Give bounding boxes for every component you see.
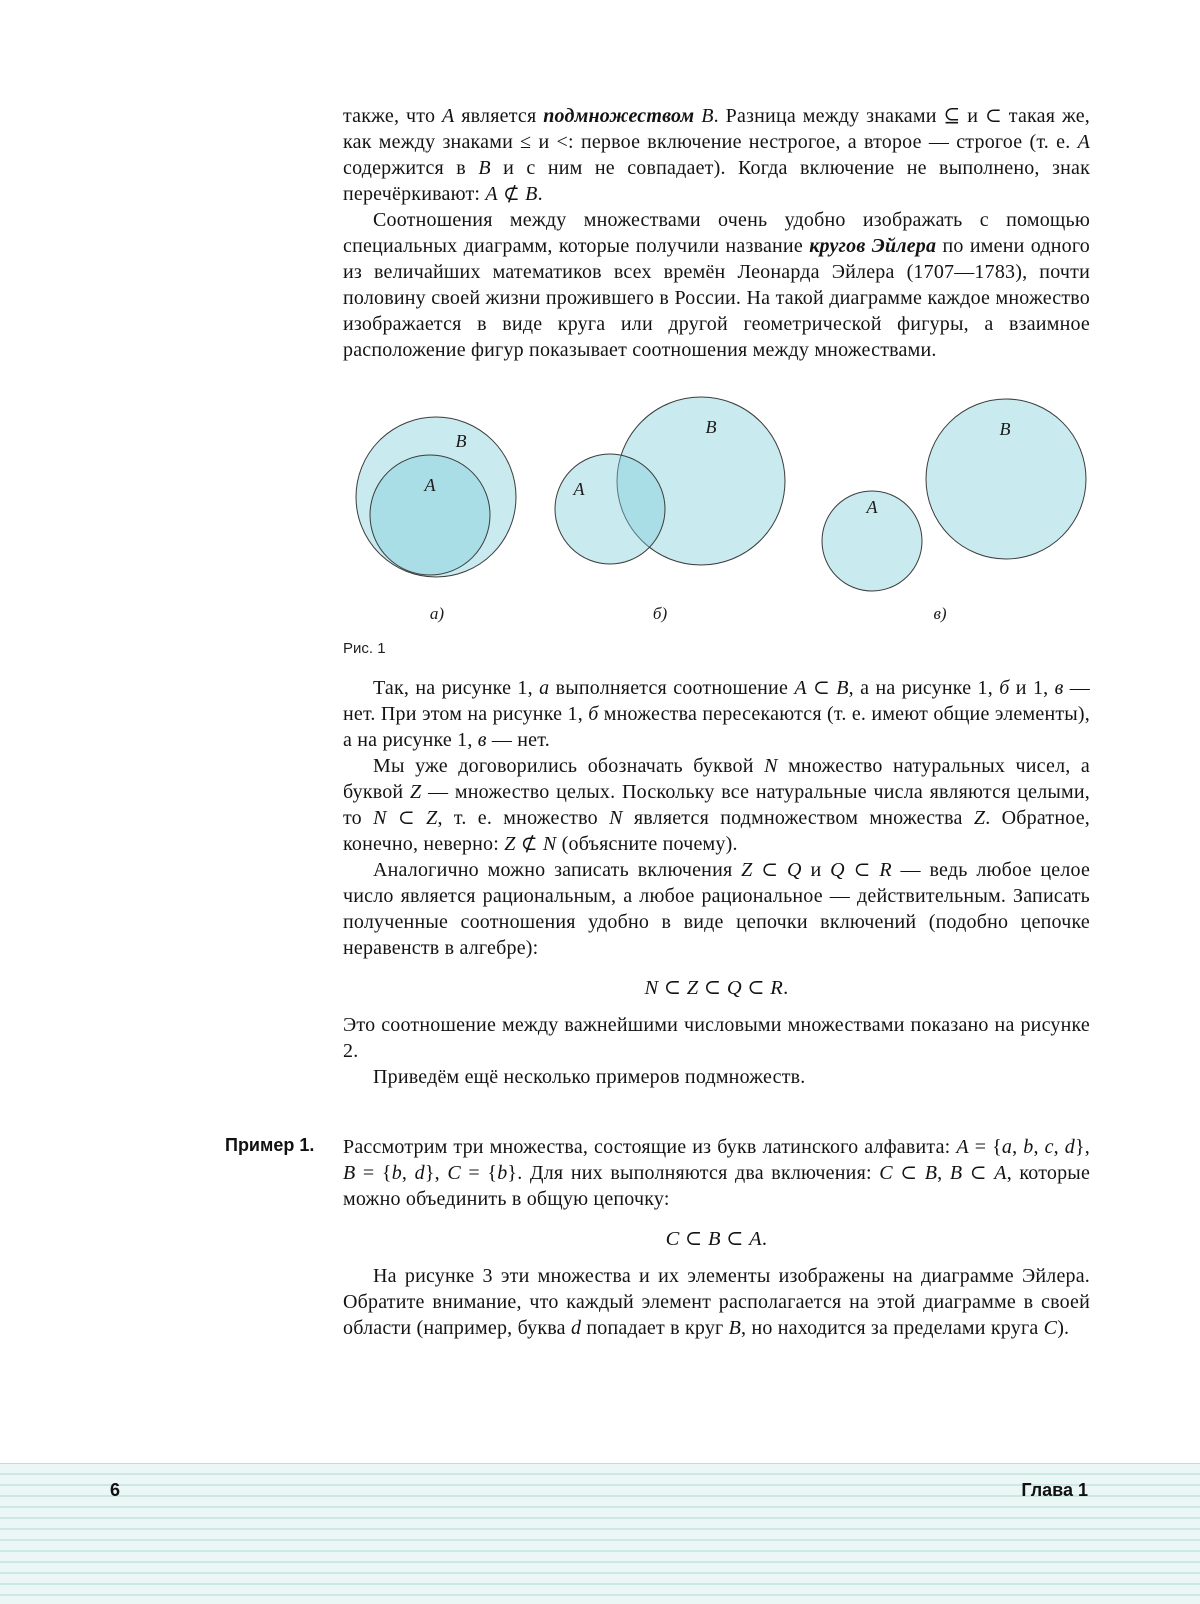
footer-band (0, 1463, 1200, 1604)
paragraph-7: Приведём ещё несколько примеров подмножеств. (373, 1066, 806, 1088)
example-1 (225, 1134, 1091, 1341)
circle-A-a (370, 455, 490, 575)
circle-label-B-a: B (455, 431, 467, 451)
circle-label-A-b: A (573, 479, 585, 499)
paragraph-4: Мы уже договорились обозначать буквой N множество натуральных чисел, а буквой Z — множество целых. Поскольку все натуральные числа являются целыми, то N ⊂ Z, т. е. множество N является подмножеством множества Z. Обратное, конечно, неверно: Z ⊄ N (объясните почему). (343, 755, 1090, 855)
paragraph-6: Это соотношение между важнейшими числовыми множествами показано на рисунке 2. (343, 1014, 1090, 1062)
sub-label-v: в) (933, 604, 947, 623)
sub-label-b: б) (652, 604, 668, 623)
circle-A-b (555, 454, 665, 564)
euler-diagram-a (356, 417, 516, 623)
euler-diagrams (343, 391, 1090, 633)
paragraph-5: Аналогично можно записать включения Z ⊂ Q и Q ⊂ R — ведь любое целое число является рациональным, а любое рациональное — действительным. Записать полученные соотношения удобно в виде цепочки включений (подобно цепочке неравенств в алгебре): (343, 859, 1091, 959)
euler-diagram-b (555, 397, 785, 623)
chapter-label: Глава 1 (1021, 1480, 1088, 1500)
page-number: 6 (110, 1480, 121, 1500)
paragraph-3: Так, на рисунке 1, а выполняется соотношение A ⊂ B, а на рисунке 1, б и 1, в — нет. При этом на рисунке 1, б множества пересекаются (т. е. имеют общие элементы), а на рисунке 1, в — нет. (343, 677, 1091, 751)
circle-label-B-b: B (705, 417, 717, 437)
circle-label-A-v: A (866, 497, 878, 517)
figure-caption: Рис. 1 (343, 640, 386, 657)
circle-label-A-a: A (424, 475, 436, 495)
formula-number-sets: N ⊂ Z ⊂ Q ⊂ R. (644, 977, 789, 999)
paragraph-1: также, что A является подмножеством B. Разница между знаками ⊆ и ⊂ такая же, как между знаками ≤ и <: первое включение нестрогое, а второе — строгое (т. е. A содержится в B и с ним не совпадает). Когда включение не выполнено, знак перечёркивают: A ⊄ B. (343, 105, 1091, 205)
example-1-paragraph-1: Рассмотрим три множества, состоящие из букв латинского алфавита: A = {a, b, c, d}, B = {b, d}, C = {b}. Для них выполняются два включения: C ⊂ B, B ⊂ A, которые можно объединить в общую цепочку: (343, 1136, 1091, 1210)
figure-1 (343, 391, 1090, 657)
circle-label-B-v: B (999, 419, 1011, 439)
sub-label-a: а) (429, 604, 445, 623)
paragraph-2: Соотношения между множествами очень удобно изображать с помощью специальных диаграмм, которые получили название кругов Эйлера по имени одного из величайших математиков всех времён Леонарда Эйлера (1707—1783), почти половину своей жизни прожившего в России. На такой диаграмме каждое множество изображается в виде круга или другой геометрической фигуры, а взаимное расположение фигур показывает соотношения между множествами. (343, 209, 1090, 361)
example-1-label: Пример 1. (225, 1135, 315, 1155)
euler-diagram-v (822, 399, 1086, 623)
formula-letter-sets: C ⊂ B ⊂ A. (665, 1228, 768, 1250)
text-column (225, 103, 1091, 1341)
example-1-paragraph-2: На рисунке 3 эти множества и их элементы изображены на диаграмме Эйлера. Обратите внимание, что каждый элемент располагается на этой диаграмме в своей области (например, буква d попадает в круг B, но находится за пределами круга C). (343, 1265, 1090, 1339)
